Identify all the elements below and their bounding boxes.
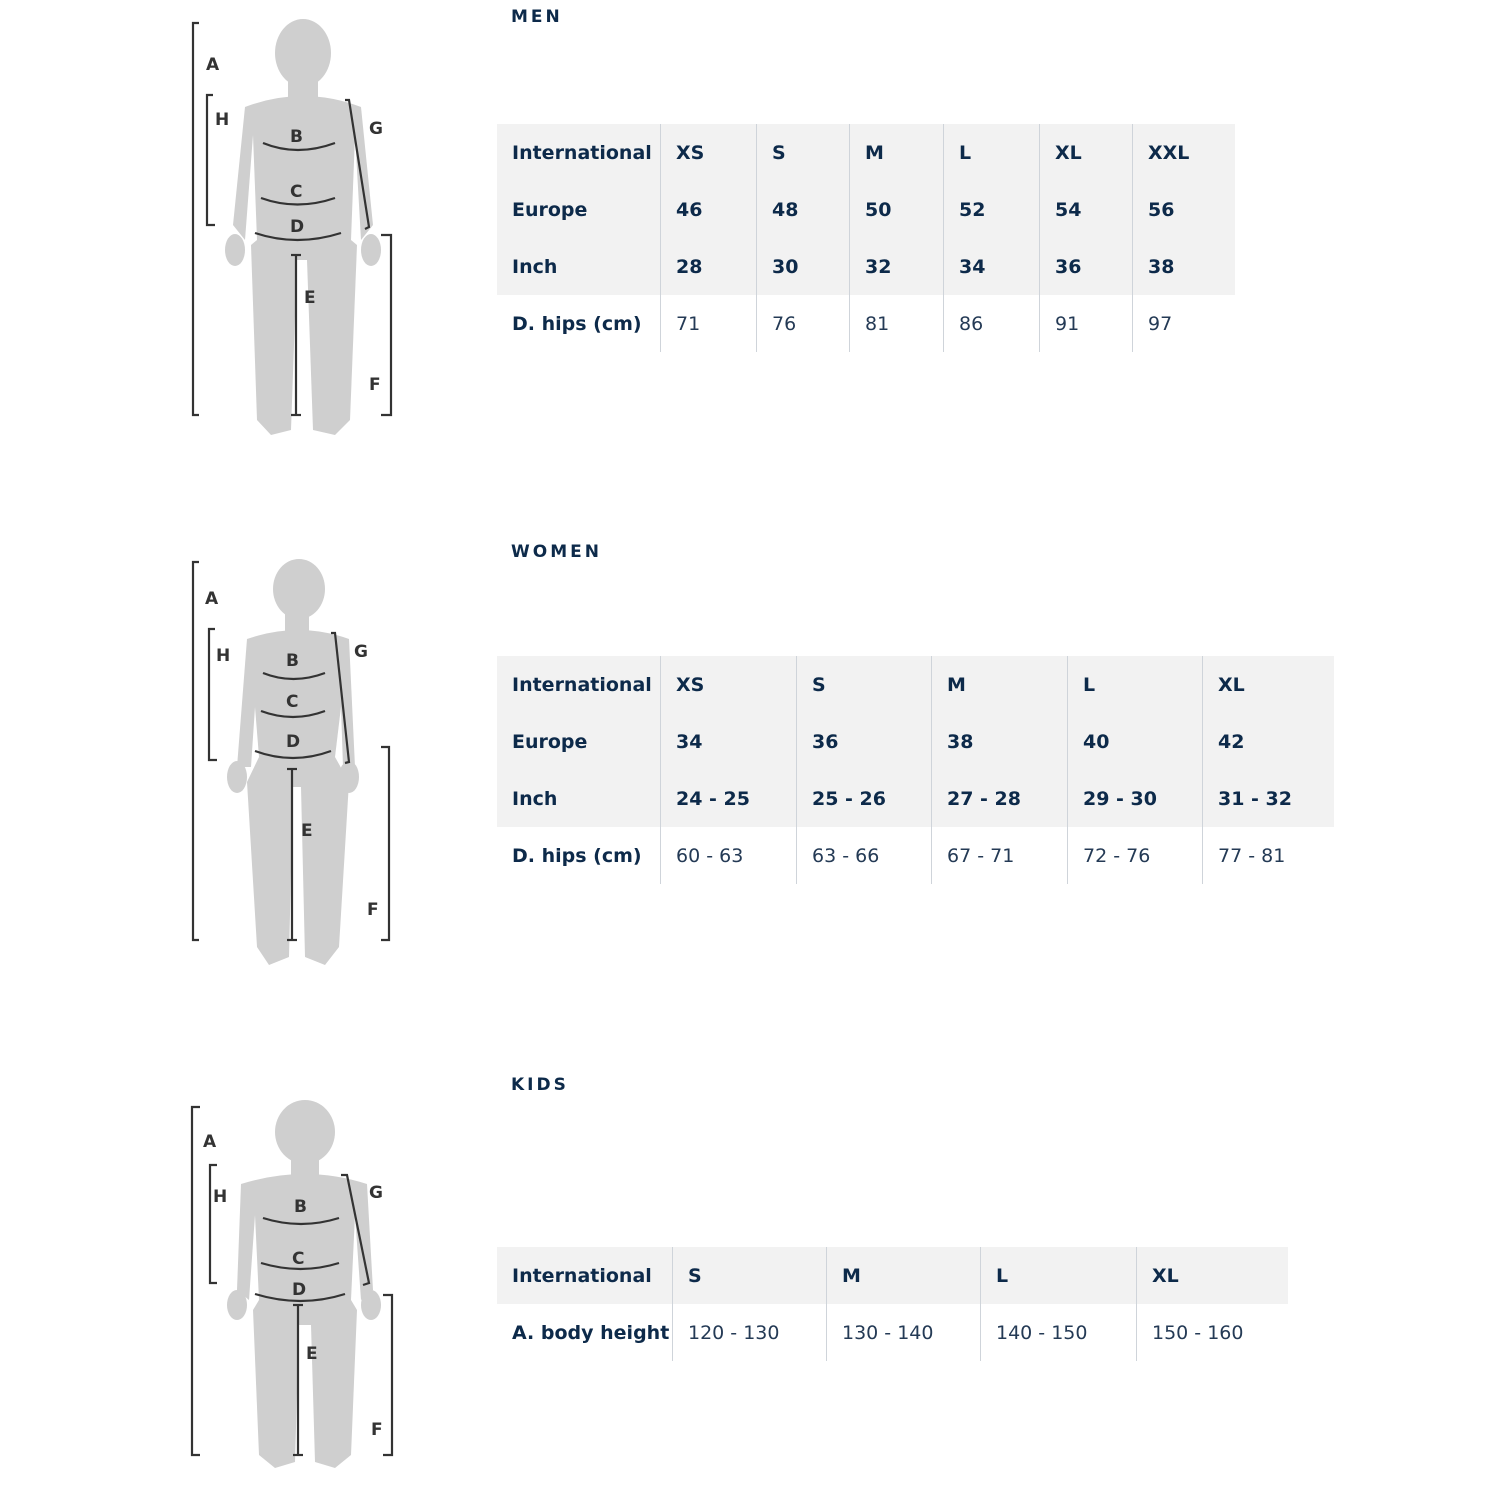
- marker-d: D: [290, 217, 305, 237]
- cell: 97: [1133, 295, 1236, 352]
- cell: 150 - 160: [1137, 1304, 1289, 1361]
- table-row: [497, 295, 1235, 352]
- cell: 140 - 150: [981, 1304, 1137, 1361]
- cell: 91: [1040, 295, 1133, 352]
- marker-b: B: [286, 651, 299, 671]
- cell: 24 - 25: [661, 770, 797, 827]
- cell: 60 - 63: [661, 827, 797, 884]
- cell: 31 - 32: [1203, 770, 1335, 827]
- cell: XL: [1040, 124, 1133, 181]
- men-body-diagram: [185, 15, 405, 445]
- row-label: Inch: [497, 770, 661, 827]
- cell: 50: [850, 181, 944, 238]
- table-row: [497, 1304, 1288, 1361]
- marker-b: B: [290, 127, 303, 147]
- cell: 81: [850, 295, 944, 352]
- cell: 27 - 28: [932, 770, 1068, 827]
- marker-g: G: [354, 642, 368, 662]
- marker-e: E: [306, 1344, 318, 1364]
- cell: 28: [661, 238, 757, 295]
- cell: 63 - 66: [797, 827, 932, 884]
- cell: M: [932, 656, 1068, 713]
- marker-e: E: [304, 288, 316, 308]
- cell: 77 - 81: [1203, 827, 1335, 884]
- kids-size-table: [497, 1247, 1288, 1361]
- women-body-diagram: [185, 557, 405, 977]
- marker-c: C: [292, 1249, 305, 1269]
- marker-b: B: [294, 1197, 307, 1217]
- marker-g: G: [369, 119, 383, 139]
- cell: 30: [757, 238, 850, 295]
- cell: S: [757, 124, 850, 181]
- cell: 48: [757, 181, 850, 238]
- marker-g: G: [369, 1183, 383, 1203]
- marker-f: F: [367, 900, 379, 920]
- cell: 42: [1203, 713, 1335, 770]
- marker-f: F: [371, 1420, 383, 1440]
- cell: M: [850, 124, 944, 181]
- men-title: MEN: [511, 7, 563, 27]
- cell: 54: [1040, 181, 1133, 238]
- cell: XXL: [1133, 124, 1236, 181]
- marker-h: H: [213, 1187, 228, 1207]
- cell: S: [673, 1247, 827, 1304]
- cell: 38: [1133, 238, 1236, 295]
- table-row: [497, 827, 1334, 884]
- row-label: D. hips (cm): [512, 844, 642, 867]
- row-label: Europe: [497, 181, 661, 238]
- marker-c: C: [286, 692, 299, 712]
- marker-h: H: [216, 646, 231, 666]
- table-row: [497, 656, 1334, 713]
- cell: 38: [932, 713, 1068, 770]
- cell: XL: [1137, 1247, 1289, 1304]
- cell: 86: [944, 295, 1040, 352]
- women-title: WOMEN: [511, 542, 602, 562]
- cell: 36: [797, 713, 932, 770]
- table-row: [497, 181, 1235, 238]
- cell: M: [827, 1247, 981, 1304]
- cell: XL: [1203, 656, 1335, 713]
- kids-title: KIDS: [511, 1075, 569, 1095]
- cell: 40: [1068, 713, 1203, 770]
- cell: 67 - 71: [932, 827, 1068, 884]
- cell: 46: [661, 181, 757, 238]
- kids-body-diagram: [183, 1100, 408, 1480]
- cell: 130 - 140: [827, 1304, 981, 1361]
- row-label: International: [497, 656, 661, 713]
- cell: 29 - 30: [1068, 770, 1203, 827]
- cell: 72 - 76: [1068, 827, 1203, 884]
- cell: XS: [661, 124, 757, 181]
- table-row: [497, 124, 1235, 181]
- table-row: [497, 1247, 1288, 1304]
- cell: 34: [661, 713, 797, 770]
- cell: 71: [661, 295, 757, 352]
- cell: S: [797, 656, 932, 713]
- cell: 120 - 130: [673, 1304, 827, 1361]
- row-label: Europe: [497, 713, 661, 770]
- cell: 32: [850, 238, 944, 295]
- row-label: Inch: [497, 238, 661, 295]
- cell: 56: [1133, 181, 1236, 238]
- cell: 25 - 26: [797, 770, 932, 827]
- table-row: [497, 770, 1334, 827]
- marker-h: H: [215, 110, 230, 130]
- table-row: [497, 713, 1334, 770]
- cell: 36: [1040, 238, 1133, 295]
- marker-a: A: [206, 55, 220, 75]
- cell: 52: [944, 181, 1040, 238]
- cell: 34: [944, 238, 1040, 295]
- men-size-table: [497, 124, 1235, 352]
- marker-d: D: [286, 732, 301, 752]
- marker-a: A: [203, 1132, 217, 1152]
- marker-f: F: [369, 375, 381, 395]
- table-row: [497, 238, 1235, 295]
- row-label: D. hips (cm): [512, 312, 642, 335]
- cell: L: [981, 1247, 1137, 1304]
- row-label: International: [497, 1247, 673, 1304]
- row-label: A. body height: [512, 1321, 670, 1344]
- cell: L: [1068, 656, 1203, 713]
- marker-a: A: [205, 589, 219, 609]
- row-label: International: [497, 124, 661, 181]
- marker-c: C: [290, 182, 303, 202]
- cell: 76: [757, 295, 850, 352]
- marker-e: E: [301, 821, 313, 841]
- cell: XS: [661, 656, 797, 713]
- cell: L: [944, 124, 1040, 181]
- marker-d: D: [292, 1280, 307, 1300]
- women-size-table: [497, 656, 1334, 884]
